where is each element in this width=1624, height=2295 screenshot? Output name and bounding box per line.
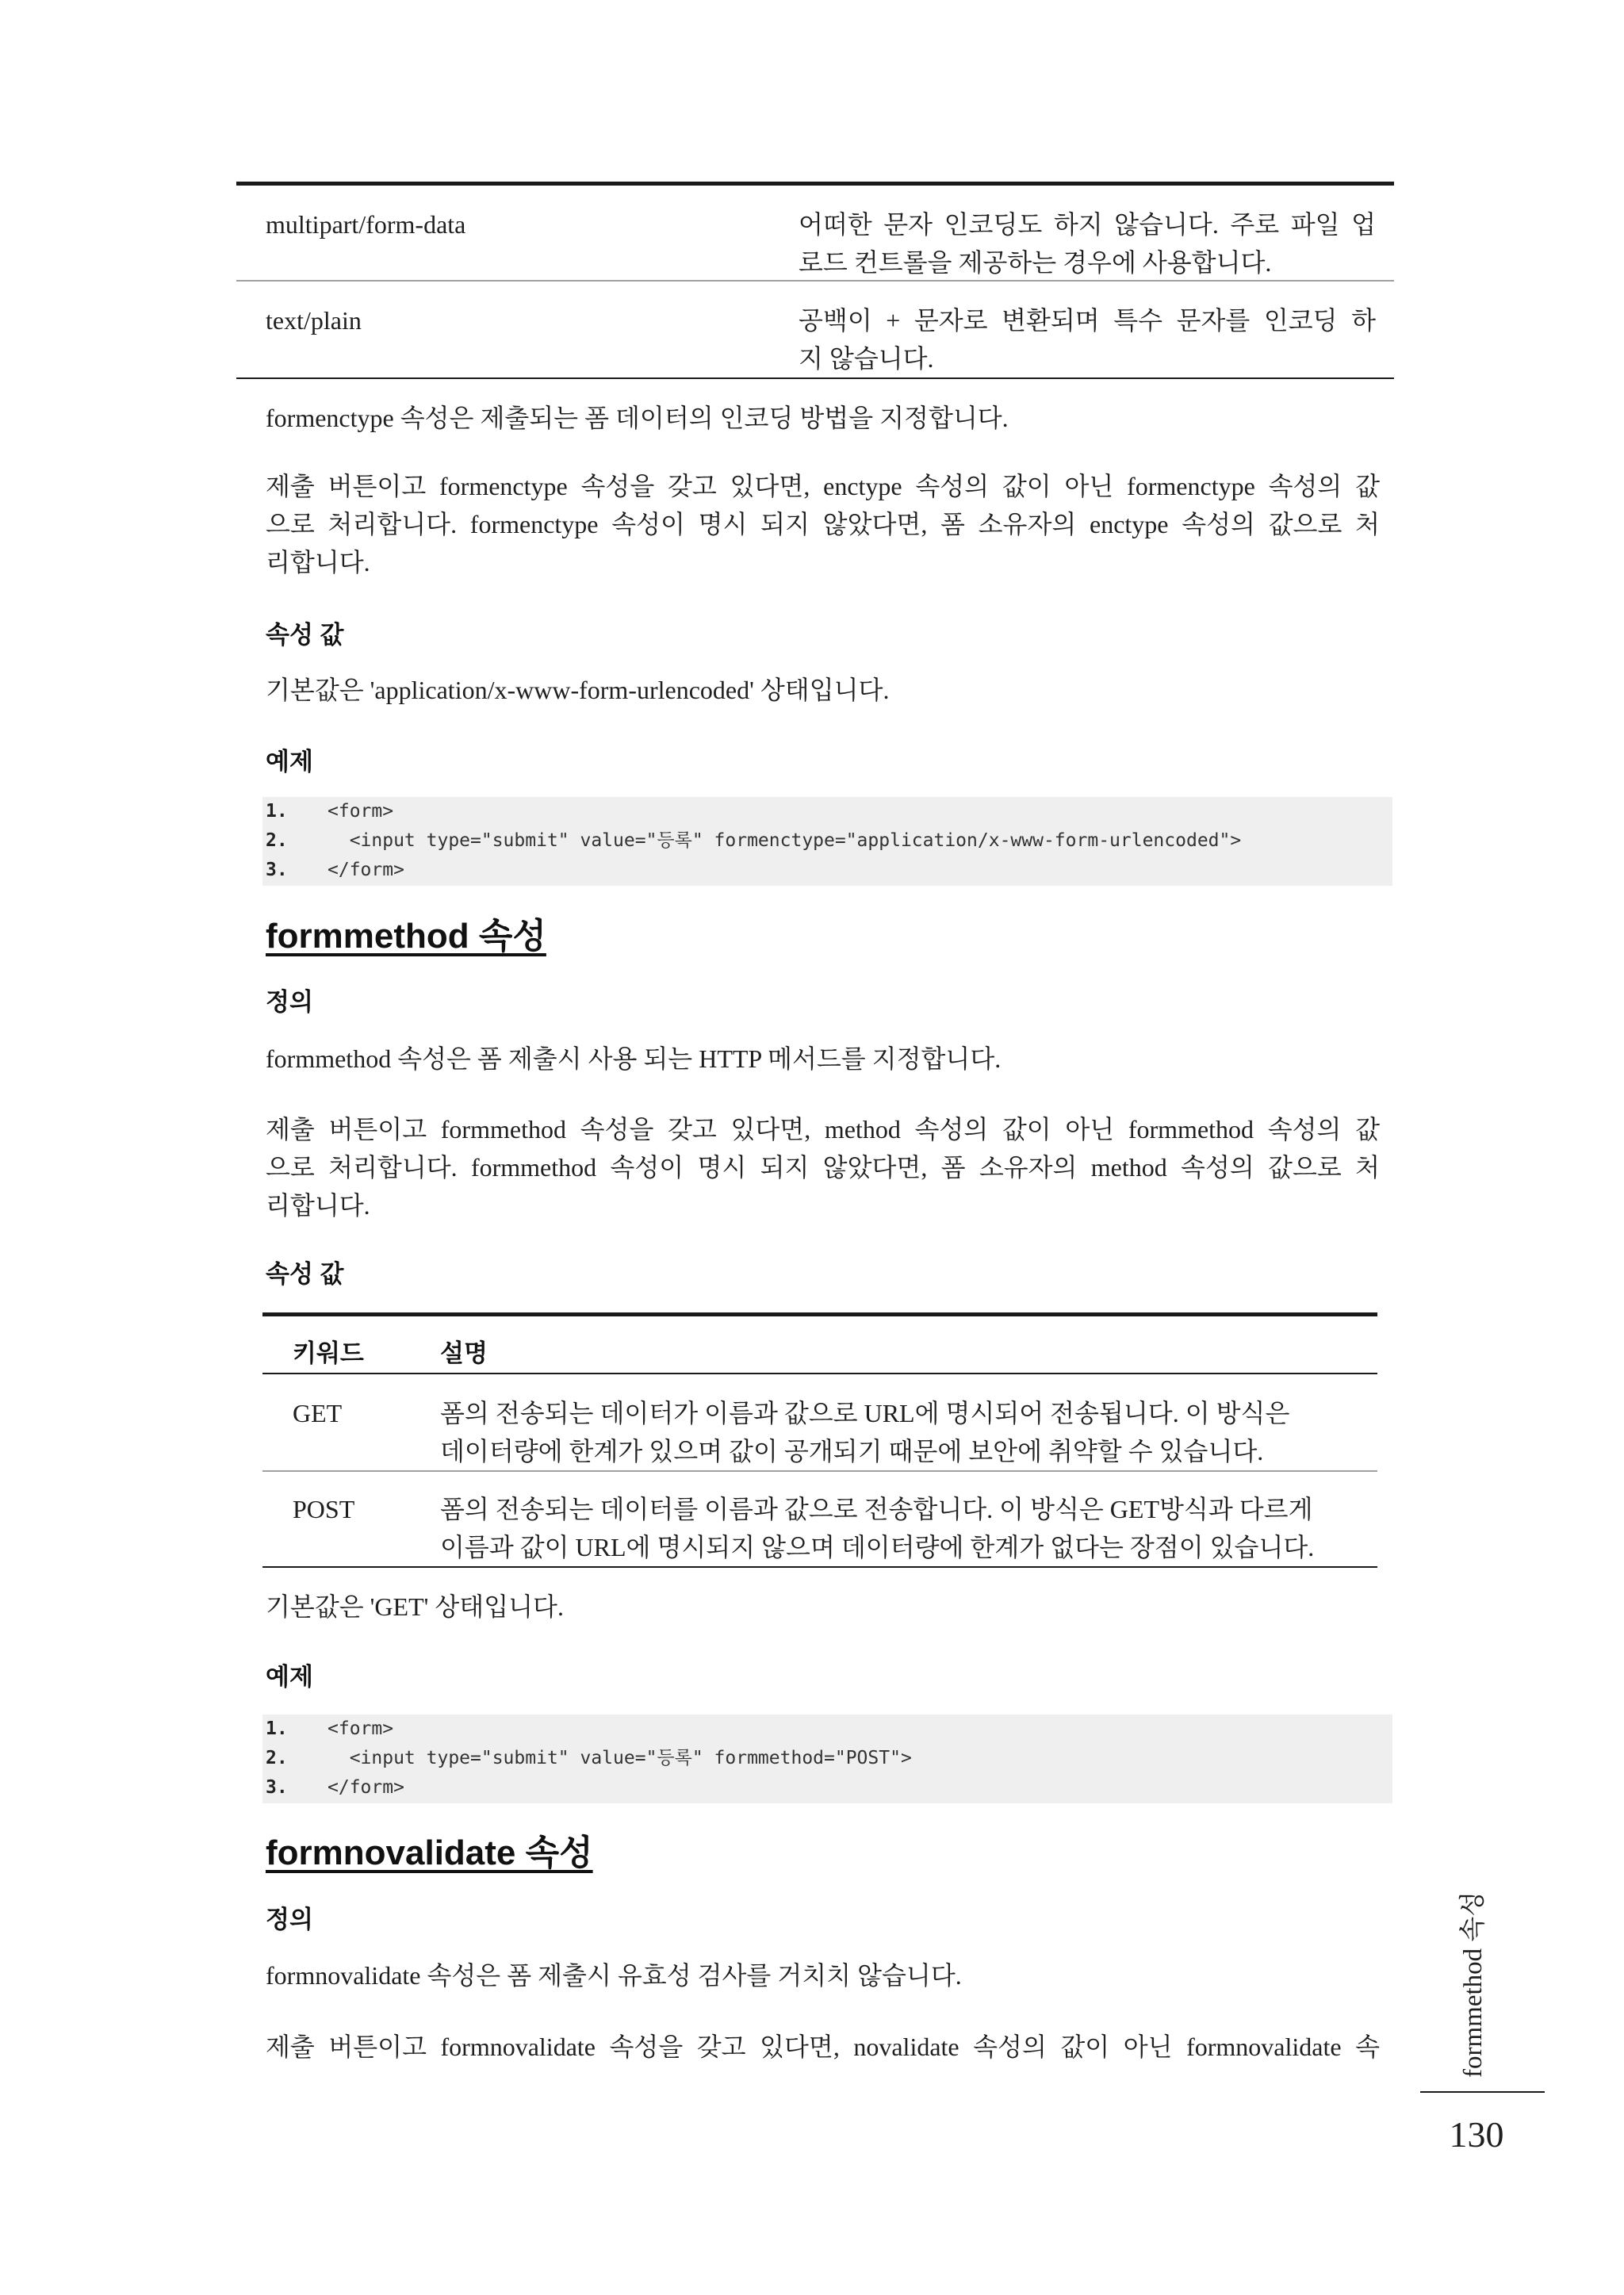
- code-line: [262, 856, 1392, 885]
- code-line: [262, 1715, 1392, 1744]
- paragraph-line: 으로 처리합니다. formmethod 속성이 명시 되지 않았다면, 폼 소유자의 method 속성의 값으로 처: [266, 1153, 1380, 1182]
- code-line: [262, 826, 1392, 856]
- paragraph: formnovalidate 속성은 폼 제출시 유효성 검사를 거치치 않습니다.: [266, 1961, 962, 1990]
- table-keyword-cell: GET: [293, 1399, 343, 1427]
- code-line-number: 1.: [266, 1718, 288, 1739]
- description-line: 어떠한 문자 인코딩도 하지 않습니다. 주로 파일 업: [799, 210, 1376, 239]
- description-line: 로드 컨트롤을 제공하는 경우에 사용합니다.: [799, 248, 1272, 277]
- code-block: [262, 1715, 1392, 1803]
- encoding-table-top-rule: [236, 182, 1394, 186]
- section-subheading: 예제: [266, 748, 313, 776]
- page-number: 130: [1449, 2114, 1504, 2155]
- code-line-number: 2.: [266, 1748, 288, 1768]
- code-line-number: 3.: [266, 860, 288, 880]
- paragraph: [266, 2028, 1380, 2066]
- encoding-table-bottom-rule: [236, 377, 1394, 379]
- paragraph: formenctype 속성은 제출되는 폼 데이터의 인코딩 방법을 지정합니다.: [266, 404, 1009, 432]
- paragraph: formmethod 속성은 폼 제출시 사용 되는 HTTP 메서드를 지정합니다.: [266, 1044, 1002, 1073]
- paragraph-line: 제출 버튼이고 formenctype 속성을 갖고 있다면, enctype 속성의 값이 아닌 formenctype 속성의 값: [266, 472, 1380, 500]
- running-title: formmethod 속성: [1459, 1891, 1488, 2078]
- encoding-table-description-cell: [799, 301, 1376, 377]
- encoding-table-value-cell: text/plain: [266, 306, 362, 335]
- code-text: <form>: [327, 1718, 394, 1739]
- code-text: </form>: [327, 1777, 404, 1798]
- table-bottom-rule: [262, 1566, 1377, 1568]
- encoding-table-row-divider: [236, 280, 1394, 282]
- description-line: 데이터량에 한계가 있으며 값이 공개되기 때문에 보안에 취약할 수 있습니다.: [440, 1437, 1264, 1466]
- table-keyword-cell: POST: [293, 1495, 355, 1523]
- code-line-number: 3.: [266, 1777, 288, 1798]
- table-header-rule: [262, 1373, 1377, 1374]
- section-subheading: 속성 값: [266, 621, 344, 649]
- description-line: 지 않습니다.: [799, 344, 934, 373]
- code-line: [262, 1744, 1392, 1773]
- section-title: formmethod 속성: [266, 917, 546, 956]
- table-description-cell: [440, 1394, 1376, 1470]
- table-header-keyword: 키워드: [293, 1339, 364, 1367]
- description-line: 공백이 + 문자로 변환되며 특수 문자를 인코딩 하: [799, 306, 1376, 335]
- code-line-number: 1.: [266, 801, 288, 822]
- paragraph-line: 으로 처리합니다. formenctype 속성이 명시 되지 않았다면, 폼 소유자의 enctype 속성의 값으로 처: [266, 510, 1380, 538]
- section-title: formnovalidate 속성: [266, 1833, 593, 1872]
- table-description-cell: [440, 1490, 1376, 1566]
- code-line-number: 2.: [266, 830, 288, 851]
- default-value-text: 기본값은 'GET' 상태입니다.: [266, 1592, 564, 1621]
- paragraph-line: 제출 버튼이고 formnovalidate 속성을 갖고 있다면, novalidate 속성의 값이 아닌 formnovalidate 속: [266, 2033, 1380, 2061]
- page-number-rule: [1420, 2091, 1545, 2093]
- paragraph-line: 제출 버튼이고 formmethod 속성을 갖고 있다면, method 속성의 값이 아닌 formmethod 속성의 값: [266, 1115, 1380, 1144]
- description-line: 폼의 전송되는 데이터를 이름과 값으로 전송합니다. 이 방식은 GET방식과 다르게: [440, 1495, 1313, 1523]
- paragraph-line: 리합니다.: [266, 548, 370, 577]
- code-line: [262, 797, 1392, 826]
- table-header-description: 설명: [440, 1339, 488, 1367]
- section-subheading: 예제: [266, 1663, 313, 1691]
- code-text: <form>: [327, 801, 394, 822]
- description-line: 폼의 전송되는 데이터가 이름과 값으로 URL에 명시되어 전송됩니다. 이 방식은: [440, 1399, 1290, 1427]
- table-top-rule: [262, 1312, 1377, 1316]
- code-text: <input type="submit" value="등록" formmethod="POST">: [327, 1748, 912, 1768]
- encoding-table-description-cell: [799, 205, 1376, 282]
- encoding-table-value-cell: multipart/form-data: [266, 210, 466, 239]
- section-subheading: 속성 값: [266, 1260, 344, 1288]
- default-value-text: 기본값은 'application/x-www-form-urlencoded' 상태입니다.: [266, 676, 890, 704]
- code-text: <input type="submit" value="등록" formenctype="application/x-www-form-urlencoded">: [327, 830, 1242, 851]
- paragraph: [266, 1110, 1380, 1224]
- table-row-divider: [262, 1470, 1377, 1472]
- description-line: 이름과 값이 URL에 명시되지 않으며 데이터량에 한계가 없다는 장점이 있습니다.: [440, 1533, 1315, 1561]
- code-block: [262, 797, 1392, 886]
- code-line: [262, 1773, 1392, 1803]
- paragraph-line: 리합니다.: [266, 1191, 370, 1220]
- paragraph: [266, 467, 1380, 581]
- section-subheading: 정의: [266, 988, 313, 1016]
- section-subheading: 정의: [266, 1906, 313, 1933]
- code-text: </form>: [327, 860, 404, 880]
